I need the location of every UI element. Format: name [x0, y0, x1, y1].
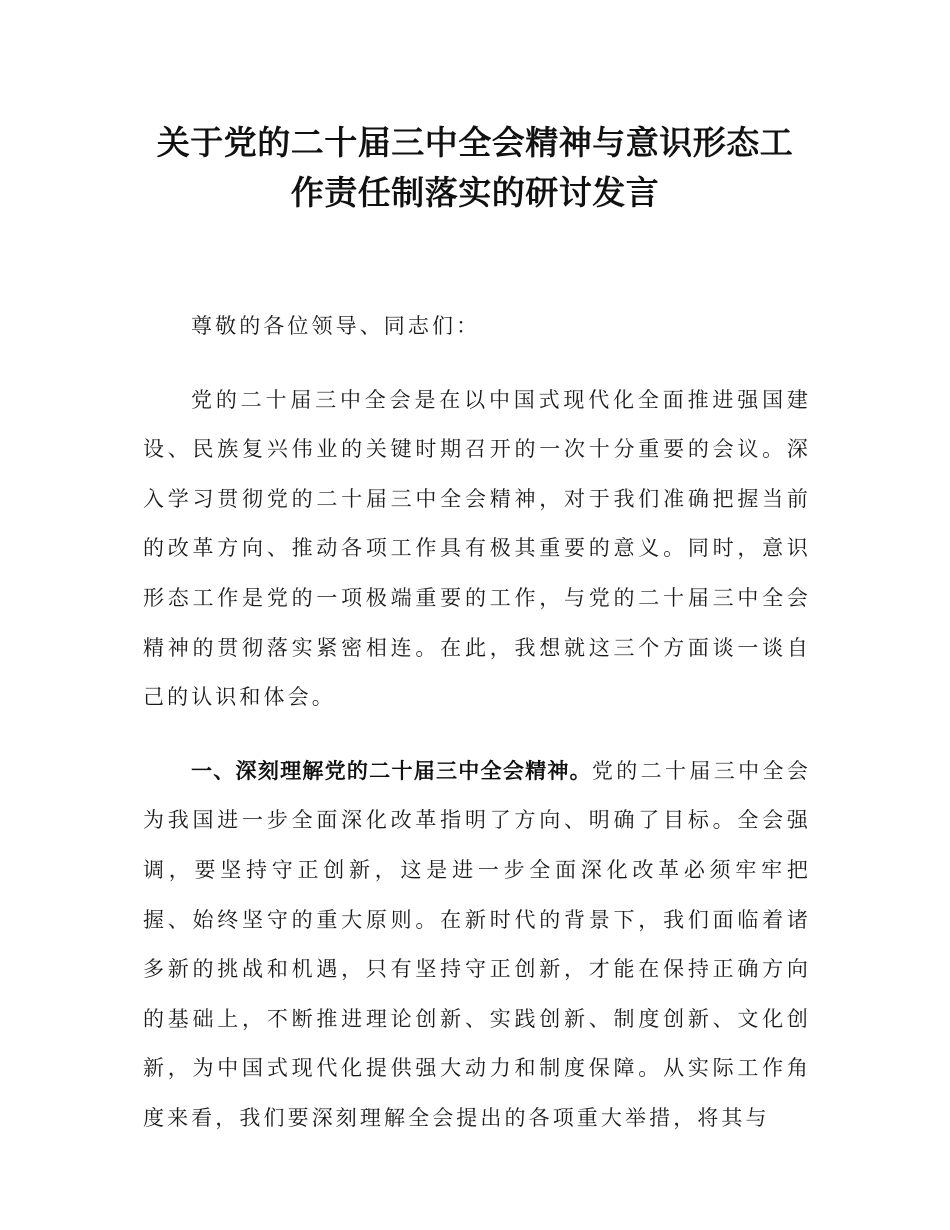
section-1-paragraph — [143, 747, 811, 1144]
title-line-2: 作责任制落实的研讨发言 — [290, 173, 660, 212]
salutation: 尊敬的各位领导、同志们： — [191, 314, 481, 338]
title-line-1: 关于党的二十届三中全会精神与意识形态工 — [156, 123, 794, 162]
section-1-heading: 一、深刻理解党的二十届三中全会精神。 — [191, 758, 592, 783]
document-body — [143, 302, 811, 1144]
section-1-body: 党的二十届三中全会为我国进一步全面深化改革指明了方向、明确了目标。全会强调，要坚持守正创新，这是进一步全面深化改革必须牢牢把握、始终坚守的重大原则。在新时代的背景下，我们面临着诸多新的挑战和机遇，只有坚持守正创新，才能在保持正确方向的基础上，不断推进理论创新、实践创新、制度创新、文化创新，为中国式现代化提供强大动力和制度保障。从实际工作角度来看，我们要深刻理解全会提出的各项重大举措，将其与 — [143, 758, 812, 1130]
document-title — [140, 118, 810, 218]
intro-paragraph: 党的二十届三中全会是在以中国式现代化全面推进强国建设、民族复兴伟业的关键时期召开的一次十分重要的会议。深入学习贯彻党的二十届三中全会精神，对于我们准确把握当前的改革方向、推动各项工作具有极其重要的意义。同时，意识形态工作是党的一项极端重要的工作，与党的二十届三中全会精神的贯彻落实紧密相连。在此，我想就这三个方面谈一谈自己的认识和体会。 — [143, 387, 811, 710]
